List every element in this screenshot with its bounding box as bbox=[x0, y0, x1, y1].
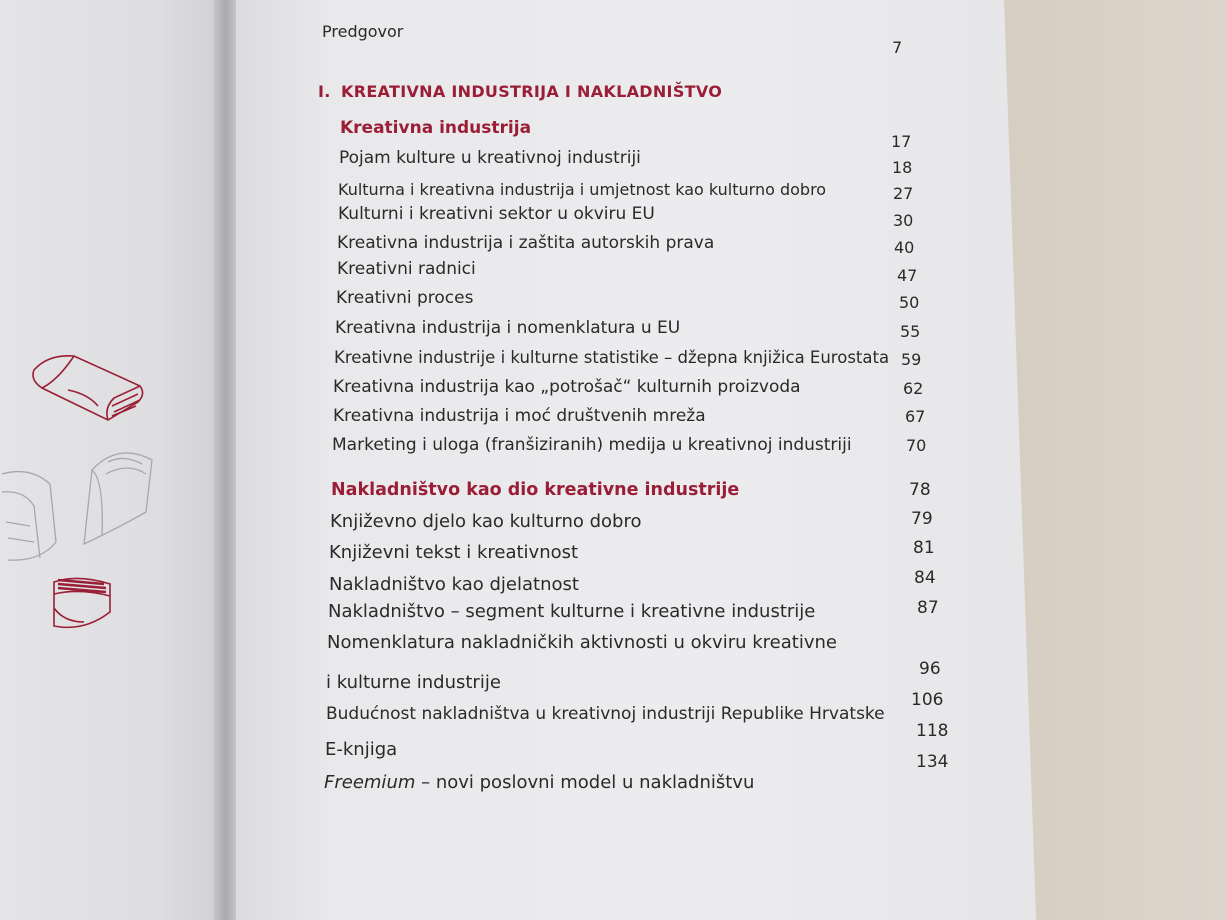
toc-entry: Nakladništvo – segment kulturne i kreativne industrije bbox=[328, 601, 816, 622]
toc-page: 81 bbox=[913, 538, 935, 558]
toc-entry: Budućnost nakladništva u kreativnoj industriji Republike Hrvatske bbox=[326, 704, 885, 724]
section-heading-page: 17 bbox=[891, 132, 912, 151]
open-book-doodle-icon bbox=[78, 440, 158, 550]
section-heading-kreativna-industrija: Kreativna industrija bbox=[340, 118, 532, 138]
toc-page: 55 bbox=[900, 322, 921, 341]
toc-entry: Marketing i uloga (franšiziranih) medija u kreativnoj industriji bbox=[332, 435, 852, 455]
book-doodle-icon bbox=[0, 462, 62, 572]
toc-entry: i kulturne industrije bbox=[326, 672, 501, 693]
toc-page: 96 bbox=[919, 659, 941, 679]
toc-page: 87 bbox=[917, 598, 939, 618]
toc-entry: Kreativna industrija i moć društvenih mreža bbox=[333, 406, 706, 426]
toc-entry: Kreativna industrija i zaštita autorskih prava bbox=[337, 233, 715, 253]
toc-entry-rest: – novi poslovni model u nakladništvu bbox=[415, 772, 755, 793]
toc-page: 47 bbox=[897, 266, 918, 285]
toc-page: 62 bbox=[903, 379, 924, 398]
toc-entry: Kulturni i kreativni sektor u okviru EU bbox=[338, 204, 655, 224]
toc-entry: E-knjiga bbox=[325, 739, 398, 760]
section-heading-nakladnistvo: Nakladništvo kao dio kreativne industrije bbox=[331, 480, 740, 500]
toc-entry-italic-part: Freemium bbox=[324, 772, 416, 793]
toc-page-preface: 7 bbox=[892, 38, 903, 57]
toc-entry: Književni tekst i kreativnost bbox=[329, 542, 579, 563]
chapter-title: KREATIVNA INDUSTRIJA I NAKLADNIŠTVO bbox=[341, 82, 723, 101]
toc-page: 106 bbox=[911, 690, 944, 710]
toc-page: 84 bbox=[914, 568, 936, 588]
toc-page: 50 bbox=[899, 293, 920, 312]
toc-page: 134 bbox=[916, 752, 949, 772]
toc-entry: Kreativne industrije i kulturne statistike – džepna knjižica Eurostata bbox=[334, 348, 890, 367]
toc-page: 79 bbox=[911, 509, 933, 529]
toc-page: 27 bbox=[893, 184, 914, 203]
left-page bbox=[0, 0, 228, 920]
toc-entry: Književno djelo kao kulturno dobro bbox=[330, 511, 642, 532]
chapter-number: I. bbox=[318, 82, 331, 101]
toc-page: 118 bbox=[916, 721, 949, 741]
toc-entry: Kreativni proces bbox=[336, 288, 474, 308]
toc-entry: Nakladništvo kao djelatnost bbox=[329, 574, 579, 595]
toc-page: 67 bbox=[905, 407, 926, 426]
toc-page: 59 bbox=[901, 350, 922, 369]
book-stack-doodle-icon bbox=[44, 572, 118, 634]
toc-page: 40 bbox=[894, 238, 915, 257]
toc-entry: Kulturna i kreativna industrija i umjetnost kao kulturno dobro bbox=[338, 180, 827, 199]
section-heading-page: 78 bbox=[909, 480, 931, 500]
toc-entry: Kreativna industrija i nomenklatura u EU bbox=[335, 318, 681, 338]
toc-entry-preface: Predgovor bbox=[322, 22, 404, 41]
toc-page: 18 bbox=[892, 158, 913, 177]
book-doodle-icon bbox=[28, 350, 150, 430]
toc-entry: Nomenklatura nakladničkih aktivnosti u okviru kreativne bbox=[327, 632, 837, 653]
toc-page: 70 bbox=[906, 436, 927, 455]
toc-entry-freemium bbox=[324, 772, 754, 793]
toc-entry: Kreativni radnici bbox=[337, 259, 476, 279]
toc-page: 30 bbox=[893, 211, 914, 230]
toc-entry: Kreativna industrija kao „potrošač“ kulturnih proizvoda bbox=[333, 377, 801, 397]
toc-entry: Pojam kulture u kreativnoj industriji bbox=[339, 148, 641, 168]
